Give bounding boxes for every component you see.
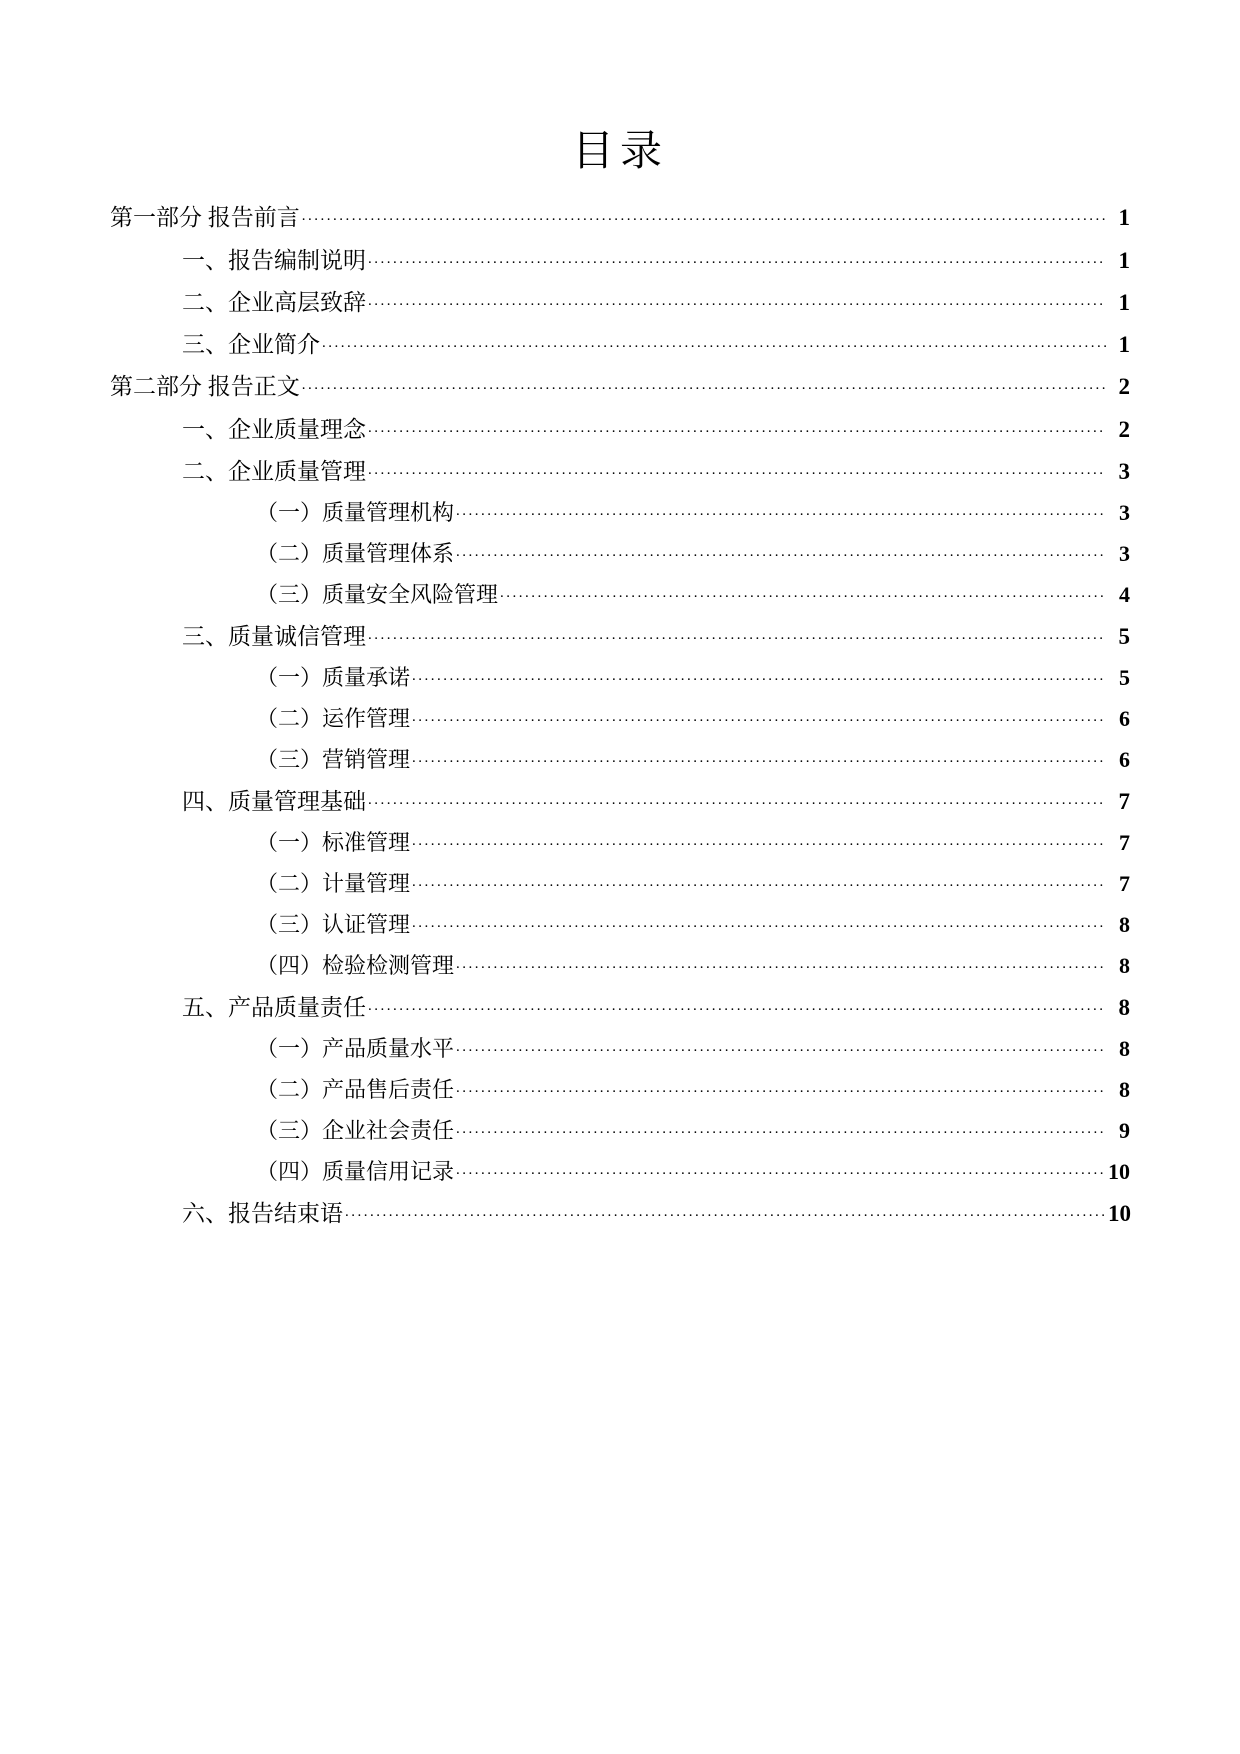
toc-entry-page-number: 5 <box>1118 624 1130 649</box>
toc-entry-label: （四）检验检测管理 <box>256 953 455 978</box>
toc-leader-dots <box>456 1163 1106 1178</box>
toc-leader-dots <box>456 1122 1106 1137</box>
toc-leader-dots <box>322 336 1106 351</box>
toc-entry[interactable] <box>110 708 1130 730</box>
toc-entry[interactable] <box>110 1161 1130 1183</box>
table-of-contents <box>110 206 1130 1225</box>
toc-entry-label: （四）质量信用记录 <box>256 1159 455 1184</box>
toc-entry-label: （三）认证管理 <box>256 912 411 937</box>
toc-entry[interactable] <box>110 502 1130 524</box>
toc-entry-page-number: 7 <box>1118 789 1130 814</box>
toc-leader-dots <box>412 751 1106 766</box>
toc-entry[interactable] <box>110 790 1130 813</box>
toc-entry-page-number: 7 <box>1119 830 1130 855</box>
toc-leader-dots <box>368 294 1106 309</box>
toc-leader-dots <box>368 793 1106 808</box>
toc-entry-page-number: 9 <box>1119 1118 1130 1143</box>
toc-entry-label: （一）产品质量水平 <box>256 1036 455 1061</box>
toc-leader-dots <box>412 710 1106 725</box>
toc-entry-page-number: 2 <box>1118 417 1130 442</box>
toc-entry-page-number: 5 <box>1119 665 1130 690</box>
toc-entry[interactable] <box>110 873 1130 895</box>
toc-entry[interactable] <box>110 291 1130 314</box>
toc-entry[interactable] <box>110 584 1130 606</box>
toc-entry-page-number: 6 <box>1119 706 1130 731</box>
toc-leader-dots <box>412 834 1106 849</box>
toc-entry-label: 六、报告结束语 <box>182 1201 343 1226</box>
toc-entry-label: 第二部分 报告正文 <box>110 374 300 399</box>
toc-leader-dots <box>368 252 1106 267</box>
toc-leader-dots <box>456 1081 1106 1096</box>
toc-entry-label: （三）企业社会责任 <box>256 1118 455 1143</box>
toc-entry-page-number: 8 <box>1119 1077 1130 1102</box>
toc-entry-label: 二、企业质量管理 <box>182 459 366 484</box>
toc-leader-dots <box>345 1205 1106 1220</box>
toc-entry-page-number: 2 <box>1118 374 1130 399</box>
toc-entry[interactable] <box>110 667 1130 689</box>
toc-entry-page-number: 8 <box>1119 953 1130 978</box>
toc-entry[interactable] <box>110 333 1130 356</box>
toc-leader-dots <box>302 209 1106 224</box>
toc-entry-page-number: 3 <box>1118 459 1130 484</box>
toc-leader-dots <box>368 628 1106 643</box>
toc-entry-page-number: 1 <box>1118 205 1130 230</box>
toc-entry-label: （三）营销管理 <box>256 747 411 772</box>
toc-entry-page-number: 8 <box>1118 995 1130 1020</box>
toc-entry-page-number: 10 <box>1108 1159 1130 1184</box>
toc-entry-page-number: 3 <box>1119 500 1130 525</box>
toc-entry[interactable] <box>110 1038 1130 1060</box>
toc-leader-dots <box>456 545 1106 560</box>
toc-leader-dots <box>500 586 1106 601</box>
toc-leader-dots <box>368 463 1106 478</box>
toc-entry[interactable] <box>110 1120 1130 1142</box>
toc-leader-dots <box>368 421 1106 436</box>
toc-leader-dots <box>368 999 1106 1014</box>
toc-entry-label: 二、企业高层致辞 <box>182 290 366 315</box>
toc-entry-label: 一、报告编制说明 <box>182 248 366 273</box>
toc-entry-label: 第一部分 报告前言 <box>110 205 300 230</box>
toc-entry[interactable] <box>110 914 1130 936</box>
toc-entry-page-number: 1 <box>1118 332 1130 357</box>
toc-leader-dots <box>456 1040 1106 1055</box>
toc-entry-page-number: 8 <box>1119 1036 1130 1061</box>
toc-entry[interactable] <box>110 460 1130 483</box>
toc-leader-dots <box>456 504 1106 519</box>
toc-entry-page-number: 1 <box>1118 290 1130 315</box>
toc-entry-label: 五、产品质量责任 <box>182 995 366 1020</box>
toc-entry[interactable] <box>110 625 1130 648</box>
toc-entry-label: 三、质量诚信管理 <box>182 624 366 649</box>
toc-entry[interactable] <box>110 418 1130 441</box>
toc-entry[interactable] <box>110 955 1130 977</box>
toc-leader-dots <box>412 916 1106 931</box>
toc-entry[interactable] <box>110 832 1130 854</box>
toc-entry-label: （一）标准管理 <box>256 830 411 855</box>
toc-entry[interactable] <box>110 375 1130 398</box>
toc-leader-dots <box>456 957 1106 972</box>
toc-entry-label: （二）计量管理 <box>256 871 411 896</box>
toc-entry[interactable] <box>110 749 1130 771</box>
toc-entry[interactable] <box>110 1079 1130 1101</box>
toc-entry-page-number: 1 <box>1118 248 1130 273</box>
toc-entry-page-number: 7 <box>1119 871 1130 896</box>
toc-entry[interactable] <box>110 249 1130 272</box>
toc-entry[interactable] <box>110 206 1130 229</box>
toc-entry[interactable] <box>110 1202 1130 1225</box>
toc-entry-label: （一）质量承诺 <box>256 665 411 690</box>
toc-entry[interactable] <box>110 996 1130 1019</box>
toc-entry[interactable] <box>110 543 1130 565</box>
toc-entry-label: 三、企业简介 <box>182 332 320 357</box>
toc-entry-page-number: 3 <box>1119 541 1130 566</box>
toc-entry-label: （二）运作管理 <box>256 706 411 731</box>
toc-entry-page-number: 4 <box>1119 582 1130 607</box>
toc-entry-label: （一）质量管理机构 <box>256 500 455 525</box>
toc-leader-dots <box>412 875 1106 890</box>
toc-leader-dots <box>412 669 1106 684</box>
toc-entry-page-number: 6 <box>1119 747 1130 772</box>
toc-entry-label: 四、质量管理基础 <box>182 789 366 814</box>
toc-entry-label: （三）质量安全风险管理 <box>256 582 499 607</box>
toc-entry-page-number: 10 <box>1108 1201 1131 1226</box>
toc-entry-label: （二）产品售后责任 <box>256 1077 455 1102</box>
toc-entry-page-number: 8 <box>1119 912 1130 937</box>
toc-entry-label: 一、企业质量理念 <box>182 417 366 442</box>
page-title: 目录 <box>571 129 668 175</box>
toc-leader-dots <box>302 378 1106 393</box>
toc-entry-label: （二）质量管理体系 <box>256 541 455 566</box>
